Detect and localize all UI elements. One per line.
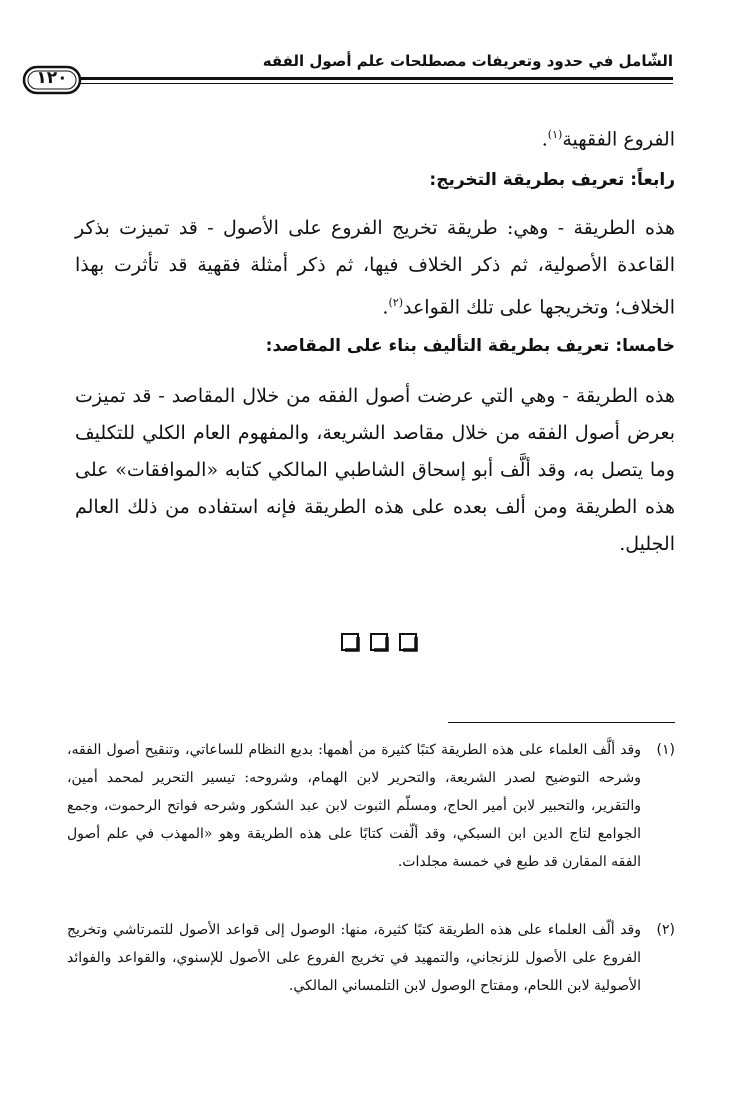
header-rule	[32, 77, 673, 80]
heading-4-title: تعريف بطريقة التخريج:	[429, 170, 625, 190]
section-heading-4	[429, 170, 675, 190]
header-rule-thin	[32, 83, 673, 84]
paragraph-4-text: هذه الطريقة - وهي: طريقة تخريج الفروع على الأصول - قد تميزت بذكر القاعدة الأصولية، ثم ذكر الخلاف فيها، ثم ذكر أمثلة فقهية قد تأثرت بهذا الخلاف؛ وتخريجها على تلك القواعد	[75, 217, 675, 319]
heading-5-label: خامسا:	[615, 336, 675, 356]
section-heading-5	[266, 336, 675, 356]
running-title: الشّامل في حدود وتعريفات مصطلحات علم أصول الفقه	[262, 52, 673, 70]
page-number: ١٢٠	[36, 68, 68, 88]
footnote-1-text: وقد ألَّف العلماء على هذه الطريقة كتبًا كثيرة من أهمها: بديع النظام للساعاتي، وتنقيح أصول الفقه، وشرحه التوضيح لصدر الشريعة، والتحرير لابن الهمام، وشروحه: تيسير التحرير لمحمد أمين، والتقرير، والتحبير لابن أمير الحاج، ومسلّم الثبوت لابن عبد الشكور وشرحه فواتح الرحموت، وجمع الجوامع لتاج الدين ابن السبكي، وقد ألّفت كتابًا على هذه الطريقة وهو «المهذب في علم أصول الفقه المقارن قد طبع في خمسة مجلدات.	[67, 742, 641, 870]
footnote-ref-2: (٢)	[388, 296, 403, 309]
continuation-line: الفروع الفقهية$^{(١)}$.	[541, 128, 675, 151]
footnote-2-text: وقد ألّف العلماء على هذه الطريقة كتبًا كثيرة، منها: الوصول إلى قواعد الأصول للتمرتاشي وتخريج الفروع على الأصول للزنجاني، والتمهيد في تخريج الفروع على الأصول للإسنوي، والقواعد والفوائد الأصولية لابن اللحام، ومفتاح الوصول لابن التلمساني المالكي.	[67, 922, 641, 994]
section-separator	[340, 632, 418, 652]
heading-4-label: رابعاً:	[630, 170, 675, 190]
footnote-1	[67, 736, 675, 876]
footnote-2-marker: (٢)	[656, 922, 675, 938]
continuation-text: الفروع الفقهية	[562, 128, 675, 151]
paragraph-4: هذه الطريقة - وهي: طريقة تخريج الفروع على الأصول - قد تميزت بذكر القاعدة الأصولية، ثم ذكر الخلاف فيها، ثم ذكر أمثلة فقهية قد تأثرت بهذا الخلاف؛ وتخريجها على تلك القواعد$^{(٢)}$.	[75, 217, 675, 319]
footnote-ref-1: (١)	[547, 128, 563, 141]
paragraph-5: هذه الطريقة - وهي التي عرضت أصول الفقه من خلال المقاصد - قد تميزت بعرض أصول الفقه من خلال مقاصد الشريعة، والمفهوم العام الكلي للتكليف وما يتصل به، وقد ألَّف أبو إسحاق الشاطبي المالكي كتابه «الموافقات» على هذه الطريقة ومن ألف بعده على هذه الطريقة فإنه استفاده من ذلك العالم الجليل.	[75, 385, 675, 555]
footnote-1-marker: (١)	[656, 742, 675, 758]
heading-5-title: تعريف بطريقة التأليف بناء على المقاصد:	[265, 336, 610, 356]
footnote-2	[67, 916, 675, 1000]
footnote-rule	[448, 722, 675, 723]
